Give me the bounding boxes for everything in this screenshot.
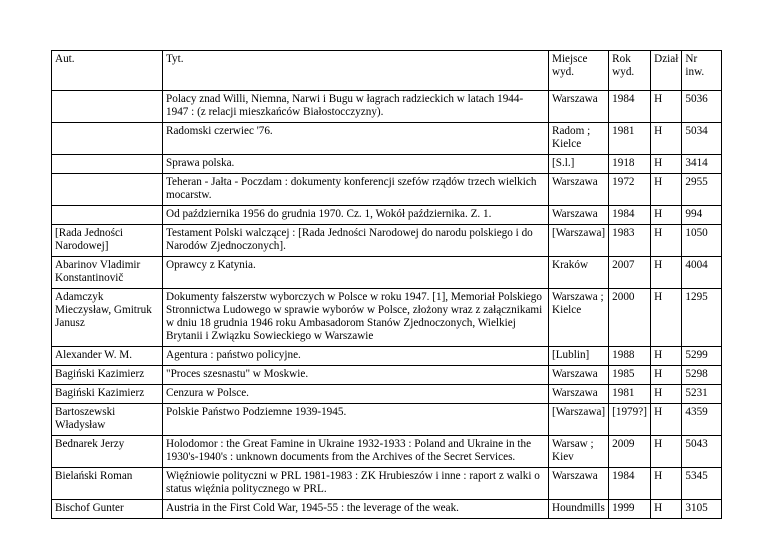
cell-author (52, 123, 163, 155)
cell-inv: 3105 (682, 500, 722, 519)
cell-section: H (651, 289, 682, 347)
header-author: Aut. (52, 51, 163, 91)
cell-place: Warsaw ; Kiev (549, 436, 609, 468)
cell-section: H (651, 500, 682, 519)
cell-year: 1999 (609, 500, 651, 519)
cell-author: [Rada Jedności Narodowej] (52, 225, 163, 257)
table-row (52, 366, 722, 385)
cell-title: Agentura : państwo policyjne. (163, 347, 549, 366)
cell-inv: 1050 (682, 225, 722, 257)
cell-title: Holodomor : the Great Famine in Ukraine 1932-1933 : Poland and Ukraine in the 1930's-1940's : unknown documents from the Archives of the Secret Services. (163, 436, 549, 468)
cell-year: [1979?] (609, 404, 651, 436)
cell-author: Bagiński Kazimierz (52, 366, 163, 385)
cell-place: [S.l.] (549, 155, 609, 174)
cell-inv: 1295 (682, 289, 722, 347)
cell-section: H (651, 347, 682, 366)
cell-author (52, 155, 163, 174)
table-row (52, 257, 722, 289)
cell-title: Cenzura w Polsce. (163, 385, 549, 404)
cell-place: Warszawa ; Kielce (549, 289, 609, 347)
cell-title: Teheran - Jałta - Poczdam : dokumenty konferencji szefów rządów trzech wielkich mocarstw. (163, 174, 549, 206)
cell-place: Warszawa (549, 174, 609, 206)
cell-year: 1983 (609, 225, 651, 257)
table-row (52, 385, 722, 404)
cell-author (52, 206, 163, 225)
cell-year: 1984 (609, 206, 651, 225)
cell-section: H (651, 225, 682, 257)
cell-year: 1918 (609, 155, 651, 174)
cell-section: H (651, 436, 682, 468)
table-row (52, 174, 722, 206)
cell-author: Bartoszewski Władysław (52, 404, 163, 436)
table-row (52, 404, 722, 436)
cell-section: H (651, 174, 682, 206)
table-row (52, 347, 722, 366)
table-row (52, 155, 722, 174)
cell-section: H (651, 155, 682, 174)
cell-author: Bielański Roman (52, 468, 163, 500)
cell-place: Warszawa (549, 91, 609, 123)
cell-place: [Warszawa] (549, 404, 609, 436)
cell-inv: 5298 (682, 366, 722, 385)
header-year: Rok wyd. (609, 51, 651, 91)
catalog-table (51, 50, 722, 519)
cell-section: H (651, 468, 682, 500)
table-row (52, 289, 722, 347)
cell-inv: 2955 (682, 174, 722, 206)
cell-place: [Warszawa] (549, 225, 609, 257)
table-row (52, 468, 722, 500)
cell-place: [Lublin] (549, 347, 609, 366)
cell-title: "Proces szesnastu" w Moskwie. (163, 366, 549, 385)
cell-section: H (651, 366, 682, 385)
cell-year: 1988 (609, 347, 651, 366)
header-place: Miejsce wyd. (549, 51, 609, 91)
cell-inv: 5043 (682, 436, 722, 468)
cell-section: H (651, 257, 682, 289)
header-section: Dział (651, 51, 682, 91)
cell-place: Warszawa (549, 468, 609, 500)
cell-place: Kraków (549, 257, 609, 289)
cell-title: Polskie Państwo Podziemne 1939-1945. (163, 404, 549, 436)
cell-title: Sprawa polska. (163, 155, 549, 174)
header-row (52, 51, 722, 91)
cell-title: Dokumenty fałszerstw wyborczych w Polsce w roku 1947. [1], Memoriał Polskiego Stronnictwa Ludowego w sprawie wyborów w Polsce, złożony wraz z załącznikami w dniu 18 grudnia 1946 roku Ambasadorom Stanów Zjednoczonych, Wielkiej Brytanii i Związku Sowieckiego w Warszawie (163, 289, 549, 347)
cell-section: H (651, 404, 682, 436)
cell-section: H (651, 123, 682, 155)
cell-year: 2007 (609, 257, 651, 289)
cell-year: 1972 (609, 174, 651, 206)
cell-year: 1984 (609, 468, 651, 500)
cell-year: 1984 (609, 91, 651, 123)
cell-inv: 5034 (682, 123, 722, 155)
cell-author: Bednarek Jerzy (52, 436, 163, 468)
cell-title: Więźniowie polityczni w PRL 1981-1983 : ZK Hrubieszów i inne : raport z walki o status więźnia politycznego w PRL. (163, 468, 549, 500)
cell-title: Od października 1956 do grudnia 1970. Cz. 1, Wokół października. Z. 1. (163, 206, 549, 225)
cell-year: 2009 (609, 436, 651, 468)
cell-title: Radomski czerwiec '76. (163, 123, 549, 155)
cell-place: Warszawa (549, 206, 609, 225)
cell-year: 1981 (609, 123, 651, 155)
cell-inv: 5231 (682, 385, 722, 404)
catalog-page (51, 50, 722, 519)
header-inv: Nr inw. (682, 51, 722, 91)
cell-place: Radom ; Kielce (549, 123, 609, 155)
cell-author: Bagiński Kazimierz (52, 385, 163, 404)
cell-year: 1981 (609, 385, 651, 404)
cell-section: H (651, 206, 682, 225)
cell-year: 1985 (609, 366, 651, 385)
cell-inv: 5036 (682, 91, 722, 123)
table-row (52, 206, 722, 225)
cell-title: Testament Polski walczącej : [Rada Jedności Narodowej do narodu polskiego i do Narodów Zjednoczonych]. (163, 225, 549, 257)
cell-author (52, 91, 163, 123)
cell-section: H (651, 385, 682, 404)
cell-title: Polacy znad Willi, Niemna, Narwi i Bugu w łagrach radzieckich w latach 1944-1947 : (z relacji mieszkańców Białostocczyzny). (163, 91, 549, 123)
cell-inv: 4359 (682, 404, 722, 436)
cell-place: Warszawa (549, 385, 609, 404)
cell-title: Austria in the First Cold War, 1945-55 : the leverage of the weak. (163, 500, 549, 519)
cell-author (52, 174, 163, 206)
cell-inv: 994 (682, 206, 722, 225)
cell-inv: 5345 (682, 468, 722, 500)
cell-author: Adamczyk Mieczysław, Gmitruk Janusz (52, 289, 163, 347)
cell-year: 2000 (609, 289, 651, 347)
cell-place: Houndmills (549, 500, 609, 519)
cell-inv: 5299 (682, 347, 722, 366)
table-row (52, 91, 722, 123)
cell-author: Alexander W. M. (52, 347, 163, 366)
cell-title: Oprawcy z Katynia. (163, 257, 549, 289)
cell-section: H (651, 91, 682, 123)
cell-author: Bischof Gunter (52, 500, 163, 519)
table-row (52, 225, 722, 257)
cell-author: Abarinov Vladimir Konstantinovič (52, 257, 163, 289)
table-row (52, 500, 722, 519)
header-title: Tyt. (163, 51, 549, 91)
cell-inv: 4004 (682, 257, 722, 289)
table-row (52, 436, 722, 468)
cell-place: Warszawa (549, 366, 609, 385)
table-row (52, 123, 722, 155)
cell-inv: 3414 (682, 155, 722, 174)
